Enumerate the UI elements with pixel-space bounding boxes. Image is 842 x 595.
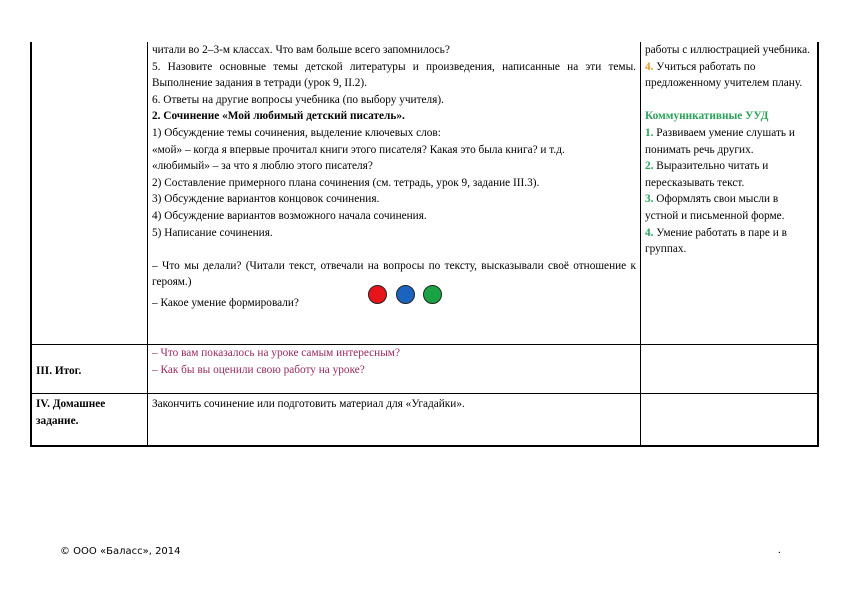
activity-cell — [148, 42, 641, 345]
lesson-plan-table — [30, 42, 819, 447]
table-row — [31, 394, 818, 447]
red-dot — [368, 285, 387, 304]
activity-line: 5. Назовите основные темы детской литературы и произведения, написанные на эти темы. Выполнение задания в тетради (урок 9, II.2). — [152, 60, 636, 90]
uud-cell-empty — [641, 394, 819, 447]
activity-line: читали во 2–3-м классах. Что вам больше всего запомнилось? — [152, 44, 450, 56]
stage-cell — [31, 345, 148, 394]
communicative-heading: Коммуникативные УУД — [645, 110, 769, 123]
item-number: 2. — [645, 160, 654, 173]
item-text: Оформлять свои мысли в устной и письменной форме. — [645, 193, 785, 222]
homework-label: IV. Домашнее задание. — [36, 398, 106, 427]
green-dot — [423, 285, 442, 304]
essay-line: «любимый» – за что я люблю этого писателя? — [152, 160, 373, 173]
activity-line: 6. Ответы на другие вопросы учебника (по выбору учителя). — [152, 93, 444, 106]
essay-line: 4) Обсуждение вариантов возможного начала сочинения. — [152, 209, 427, 222]
stage-cell — [31, 394, 148, 447]
itog-question: – Что вам показалось на уроке самым интересным? — [152, 347, 400, 359]
essay-line: 5) Написание сочинения. — [152, 226, 273, 239]
activity-cell — [148, 345, 641, 394]
item-number: 4. — [645, 226, 654, 239]
item-text: Развиваем умение слушать и понимать речь других. — [645, 126, 795, 156]
stage-cell-empty — [31, 42, 148, 345]
reflection-line: – Что мы делали? (Читали текст, отвечали на вопросы по тексту, высказывали своё отношение к героям.) — [152, 259, 636, 289]
footer-mark: . — [778, 544, 781, 556]
spacer — [152, 241, 636, 258]
essay-heading: 2. Сочинение «Мой любимый детский писатель». — [152, 110, 405, 123]
footer-copyright: © ООО «Баласс», 2014 — [60, 546, 181, 557]
uud-item-text: Учиться работать по предложенному учителем плану. — [645, 60, 803, 90]
table-row — [31, 42, 818, 345]
essay-line: «мой» – когда я впервые прочитал книги этого писателя? Какая это была книга? и т.д. — [152, 143, 565, 156]
itog-label: III. Итог. — [36, 365, 82, 377]
blue-dot — [396, 285, 415, 304]
uud-number: 4. — [645, 60, 654, 73]
essay-line: 3) Обсуждение вариантов концовок сочинения. — [152, 193, 380, 206]
activity-cell — [148, 394, 641, 447]
item-number: 1. — [645, 126, 654, 139]
item-text: Выразительно читать и пересказывать текст. — [645, 160, 769, 189]
communicative-item — [645, 125, 813, 158]
uud-cell — [641, 42, 819, 345]
homework-text: Закончить сочинение или подготовить материал для «Угадайки». — [152, 398, 465, 410]
essay-line: 2) Составление примерного плана сочинения (см. тетрадь, урок 9, задание III.3). — [152, 176, 540, 189]
itog-question: – Как бы вы оценили свою работу на уроке? — [152, 363, 365, 376]
uud-line: работы с иллюстрацией учебника. — [645, 44, 810, 56]
item-text: Умение работать в паре и в группах. — [645, 226, 787, 256]
skill-question: – Какое умение формировали? — [152, 296, 299, 309]
spacer — [645, 92, 813, 109]
essay-line: 1) Обсуждение темы сочинения, выделение ключевых слов: — [152, 126, 441, 139]
uud-item — [645, 59, 813, 92]
skill-question-line — [152, 291, 636, 316]
communicative-item — [645, 158, 813, 191]
table-row — [31, 345, 818, 394]
uud-cell-empty — [641, 345, 819, 394]
communicative-item — [645, 225, 813, 258]
color-dots — [368, 285, 449, 310]
communicative-item — [645, 191, 813, 224]
item-number: 3. — [645, 193, 654, 206]
